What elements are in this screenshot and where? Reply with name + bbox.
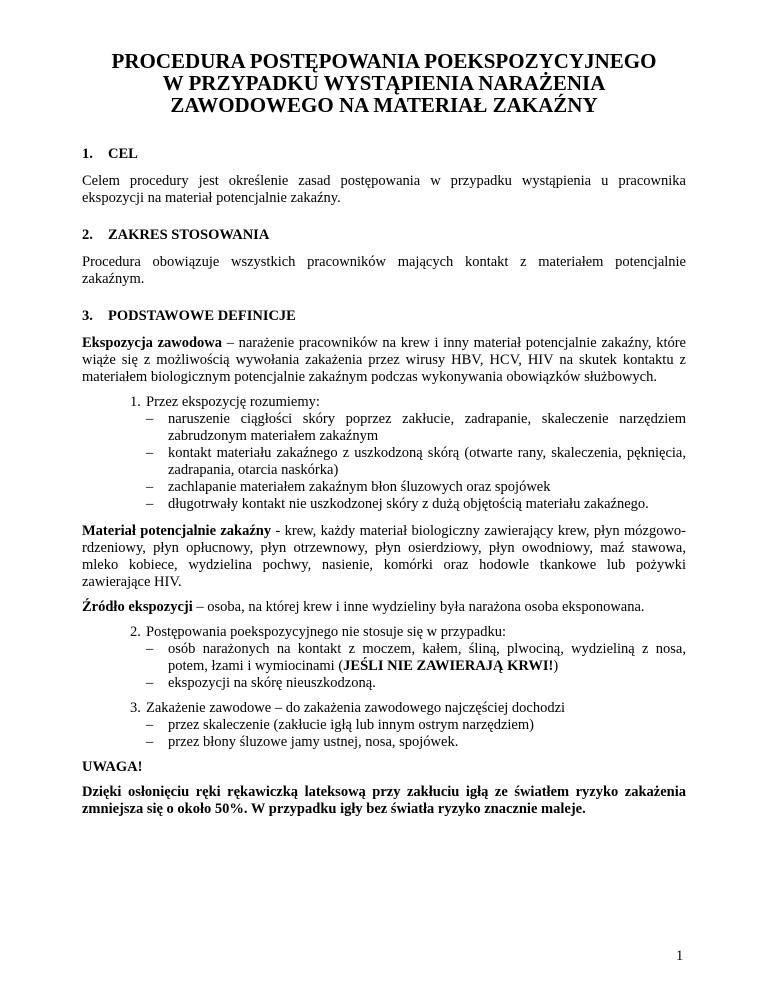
- list-item-text: przez błony śluzowe jamy ustnej, nosa, spojówek.: [168, 734, 459, 750]
- list-item-text: ekspozycji na skórę nieuszkodzoną.: [168, 675, 376, 691]
- list-2-number: 2.: [130, 624, 141, 640]
- dash-bullet: –: [146, 675, 154, 691]
- title-line-1: PROCEDURA POSTĘPOWANIA POEKSPOZYCYJNEGO: [111, 49, 657, 73]
- list-item-text: naruszenie ciągłości skóry poprzez zakłucie, zadrapanie, skaleczenie narzędziem zabrudzonym materiałem zakaźnym: [168, 411, 686, 444]
- list-item-text: zachlapanie materiałem zakaźnym błon śluzowych oraz spojówek: [168, 479, 551, 495]
- definition-infectious-material: [82, 523, 686, 591]
- section-3-heading: [82, 308, 686, 325]
- section-1-text: Celem procedury jest określenie zasad postępowania w przypadku wystąpienia u pracownika ekspozycji na materiał potencjalnie zakaźny.: [82, 173, 686, 206]
- document-body: [82, 146, 686, 818]
- list-1-head: [130, 394, 686, 411]
- list-3-number: 3.: [130, 700, 141, 716]
- list-item: [130, 675, 686, 692]
- page-number: 1: [676, 948, 684, 964]
- section-2-title: ZAKRES STOSOWANIA: [108, 227, 270, 243]
- list-item: [130, 411, 686, 445]
- list-item: [130, 734, 686, 751]
- list-3-label: Zakażenie zawodowe – do zakażenia zawodowego najczęściej dochodzi: [146, 700, 566, 716]
- dash-bullet: –: [146, 734, 154, 750]
- definition-exposure-term: Ekspozycja zawodowa: [82, 335, 223, 351]
- list-item-emphasis: JEŚLI NIE ZAWIERAJĄ KRWI!: [343, 658, 554, 674]
- list-1-label: Przez ekspozycję rozumiemy:: [146, 394, 320, 410]
- list-item: [130, 641, 686, 675]
- section-3-title: PODSTAWOWE DEFINICJE: [108, 308, 296, 324]
- list-item: [130, 479, 686, 496]
- definition-exposure-text: – narażenie pracowników na krew i inny materiał potencjalnie zakaźny, które wiąże się z możliwością wywołania zakażenia przez wirusy HBV, HCV, HIV na skutek kontaktu z materiałem biologicznym potencjalnie zakaźnym podczas wykonywania obowiązków służbowych.: [82, 335, 686, 385]
- list-item-text: przez skaleczenie (zakłucie igłą lub innym ostrym narzędziem): [168, 717, 534, 733]
- definition-material-text: - krew, każdy materiał biologiczny zawierający krew, płyn mózgowo-rdzeniowy, płyn opłucnowy, płyn otrzewnowy, płyn osierdziowy, płyn owodniowy, maź stawowa, mleko kobiece, wydzielina pochwy, nasienie, komórki oraz hodowle tkankowe lub pożywki zawierające HIV.: [82, 523, 686, 590]
- section-1-heading: [82, 146, 686, 163]
- list-item: [130, 717, 686, 734]
- definition-exposure: [82, 335, 686, 386]
- list-exposure-types: [130, 394, 686, 513]
- list-infection-routes: [130, 700, 686, 751]
- list-item-text: osób narażonych na kontakt z moczem, kałem, śliną, plwociną, wydzieliną z nosa, potem, łzami i wymiocinami (: [168, 641, 686, 674]
- list-item: [130, 496, 686, 513]
- dash-bullet: –: [146, 445, 154, 461]
- section-2-heading: [82, 227, 686, 244]
- list-item-text: kontakt materiału zakaźnego z uszkodzoną skórą (otwarte rany, skaleczenia, pęknięcia, zadrapania, otarcia naskórka): [168, 445, 686, 478]
- section-1-title: CEL: [108, 146, 138, 162]
- dash-bullet: –: [146, 641, 154, 657]
- list-exclusions: [130, 624, 686, 692]
- list-2-head: [130, 624, 686, 641]
- list-item-text-end: ): [553, 658, 559, 674]
- section-3-number: 3.: [82, 308, 93, 324]
- title-line-3: ZAWODOWEGO NA MATERIAŁ ZAKAŹNY: [170, 93, 598, 117]
- dash-bullet: –: [146, 411, 154, 427]
- definition-source-text: – osoba, na której krew i inne wydzieliny była narażona osoba eksponowana.: [192, 599, 645, 615]
- warning-text: Dzięki osłonięciu ręki rękawiczką lateksową przy zakłuciu igłą ze światłem ryzyko zakażenia zmniejsza się o około 50%. W przypadku igły bez światła ryzyko znacznie maleje.: [82, 784, 686, 817]
- section-1-number: 1.: [82, 146, 93, 162]
- list-item: [130, 445, 686, 479]
- list-2-label: Postępowania poekspozycyjnego nie stosuje się w przypadku:: [146, 624, 507, 640]
- title-line-2: W PRZYPADKU WYSTĄPIENIA NARAŻENIA: [162, 71, 606, 95]
- definition-material-term: Materiał potencjalnie zakaźny: [82, 523, 272, 539]
- section-2-text: Procedura obowiązuje wszystkich pracowników mających kontakt z materiałem potencjalnie zakaźnym.: [82, 254, 686, 287]
- dash-bullet: –: [146, 479, 154, 495]
- list-item-text: długotrwały kontakt nie uszkodzonej skóry z dużą objętością materiału zakaźnego.: [168, 496, 649, 512]
- definition-source-term: Źródło ekspozycji: [82, 599, 193, 615]
- dash-bullet: –: [146, 496, 154, 512]
- document-title: [0, 50, 768, 116]
- section-2-number: 2.: [82, 227, 93, 243]
- dash-bullet: –: [146, 717, 154, 733]
- list-3-head: [130, 700, 686, 717]
- list-1-number: 1.: [130, 394, 141, 410]
- definition-exposure-source: [82, 599, 686, 616]
- warning-label: UWAGA!: [82, 759, 143, 775]
